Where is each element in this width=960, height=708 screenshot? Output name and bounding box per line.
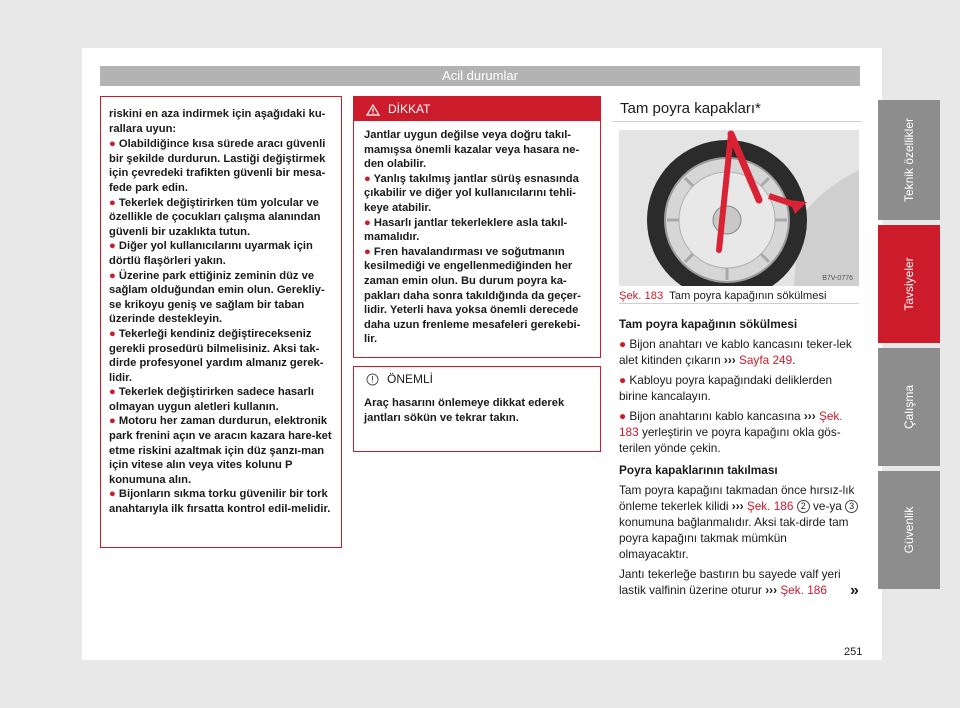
list-item: ● Kabloyu poyra kapağındaki deliklerden birine kancalayın.: [619, 373, 833, 403]
bullet-icon: ●: [364, 172, 371, 185]
list-item: ● Fren havalandırması ve soğutmanın kesilmediği ve engellenmediğinden her zaman emin olun. Bu durum poyra ka-pakları daha sonra takıldığında da geçer-lidir. Yeterli hava yoksa önemli derecede daha uzun frenleme mesafeleri gerekebi-lir.: [364, 245, 581, 346]
paragraph: Jantı tekerleğe bastırın bu sayede valf yeri lastik valfinin üzerine oturur ››› Şek. 186: [619, 567, 841, 597]
bullet-icon: ●: [109, 138, 116, 151]
list-item: ● Tekerlek değiştirirken tüm yolcular ve özellikle de çocukları çalışma alanından güvenli bir uzaklıkta tutun.: [109, 196, 321, 238]
tab-recommendations[interactable]: Tavsiyeler: [878, 225, 940, 343]
bullet-icon: ●: [619, 409, 627, 423]
safety-rules-box: [100, 96, 342, 548]
tab-safety[interactable]: Güvenlik: [878, 471, 940, 589]
page-number: 251: [844, 646, 863, 658]
bullet-icon: ●: [619, 373, 627, 387]
list-item: ● Üzerine park ettiğiniz zeminin düz ve sağlam olduğundan emin olun. Gerekliy-se krikoyu geniş ve sağlam bir taban üzerinde destekleyin.: [109, 269, 325, 326]
page-link[interactable]: Sayfa 249: [739, 353, 793, 367]
note-box: [353, 366, 601, 452]
rules-intro: riskini en aza indirmek için aşağıdaki ku-rallara uyun:: [109, 108, 326, 135]
paragraph: Tam poyra kapağını takmadan önce hırsız-lık önleme tekerlek kilidi ››› Şek. 186 2 ve-ya 3 konumuna bağlanmalıdır. Aksi tak-dirde tam poyra kapağını takmak mümkün olmayacaktır.: [619, 482, 859, 562]
bullet-icon: ●: [109, 488, 116, 501]
warning-triangle-icon: [366, 104, 380, 116]
list-item: ● Diğer yol kullanıcılarını uyarmak için dörtlü flaşörleri yakın.: [109, 240, 313, 267]
subsection-title: Tam poyra kapağının sökülmesi: [619, 317, 798, 331]
warning-box: [353, 96, 601, 358]
figure-link[interactable]: Şek. 186: [746, 499, 794, 513]
warning-body: [354, 121, 600, 353]
bullet-icon: ●: [109, 240, 116, 253]
bullet-icon: ●: [109, 196, 116, 209]
figure-code: B7V-0776: [822, 275, 853, 282]
bullet-icon: ●: [364, 216, 371, 229]
list-item: ● Hasarlı jantlar tekerleklere asla takıl-mamalıdır.: [364, 216, 568, 244]
figure-link[interactable]: Şek. 186: [780, 583, 827, 597]
list-item: ● Yanlış takılmış jantlar sürüş esnasında çıkabilir ve diğer yol kullanıcılarını tehli-keye atabilir.: [364, 172, 579, 214]
bullet-icon: ●: [619, 337, 627, 351]
warning-header: [354, 97, 600, 121]
tab-technical[interactable]: Teknik özellikler: [878, 100, 940, 220]
figure-caption-text: Tam poyra kapağının sökülmesi: [669, 290, 827, 302]
info-icon: [366, 373, 379, 386]
subsection-title: Poyra kapaklarının takılması: [619, 463, 778, 477]
list-item: ● Bijon anahtarı ve kablo kancasını teker-lek alet kitinden çıkarın ››› Sayfa 249.: [619, 337, 852, 367]
wheel-cover-figure: [619, 130, 859, 286]
list-item: ● Tekerleği kendiniz değiştirecekseniz gerekli prosedürü bilmelisiniz. Aksi tak-dirde profesyonel yardım almanız gerek-lidir.: [109, 327, 324, 384]
section-header: [612, 96, 862, 122]
bullet-icon: ●: [109, 415, 116, 428]
list-item: ● Tekerlek değiştirirken sadece hasarlı olmayan uygun aletleri kullanın.: [109, 386, 314, 413]
list-item: ● Olabildiğince kısa sürede aracı güvenli bir şekilde durdurun. Lastiği değiştirmek için çevredeki trafikten güvenli bir mesa-fede park edin.: [109, 138, 326, 194]
note-title: ÖNEMLİ: [387, 372, 434, 386]
wheel-illustration: [619, 130, 859, 286]
callout-2: 2: [797, 500, 810, 513]
list-item: ● Bijonların sıkma torku güvenilir bir tork anahtarıyla ilk fırsatta kontrol edil-melidir.: [109, 488, 331, 516]
figure-number: Şek. 183: [619, 290, 664, 302]
bullet-icon: ●: [109, 386, 116, 399]
bullet-icon: ●: [109, 327, 116, 340]
continue-icon: »: [850, 582, 859, 599]
tab-operation[interactable]: Çalışma: [878, 348, 940, 466]
warning-title: DİKKAT: [388, 102, 431, 116]
list-item: ● Motoru her zaman durdurun, elektronik park frenini açın ve aracın kazara hare-ket etme riskini azaltmak için düz şanzı-man için vitese alın veya vites kolunu P konumuna alın.: [109, 415, 332, 486]
section-body: [619, 316, 859, 602]
figure-caption: [619, 288, 859, 304]
section-title: Tam poyra kapakları*: [612, 96, 862, 122]
figure-link[interactable]: Şek. 183: [619, 409, 843, 439]
warning-intro: Jantlar uygun değilse veya doğru takıl-mamışsa önemli kazalar veya hasara ne-den olabilir.: [364, 129, 580, 171]
callout-3: 3: [845, 500, 858, 513]
note-header: [354, 367, 600, 391]
bullet-icon: ●: [109, 269, 116, 282]
list-item: ● Bijon anahtarını kablo kancasına ››› Şek. 183 yerleştirin ve poyra kapağını okla gös-terilen yönde çekin.: [619, 409, 843, 455]
bullet-icon: ●: [364, 245, 371, 258]
page-header: Acil durumlar: [100, 66, 860, 86]
note-text: Araç hasarını önlemeye dikkat ederek jantları sökün ve tekrar takın.: [364, 397, 565, 424]
